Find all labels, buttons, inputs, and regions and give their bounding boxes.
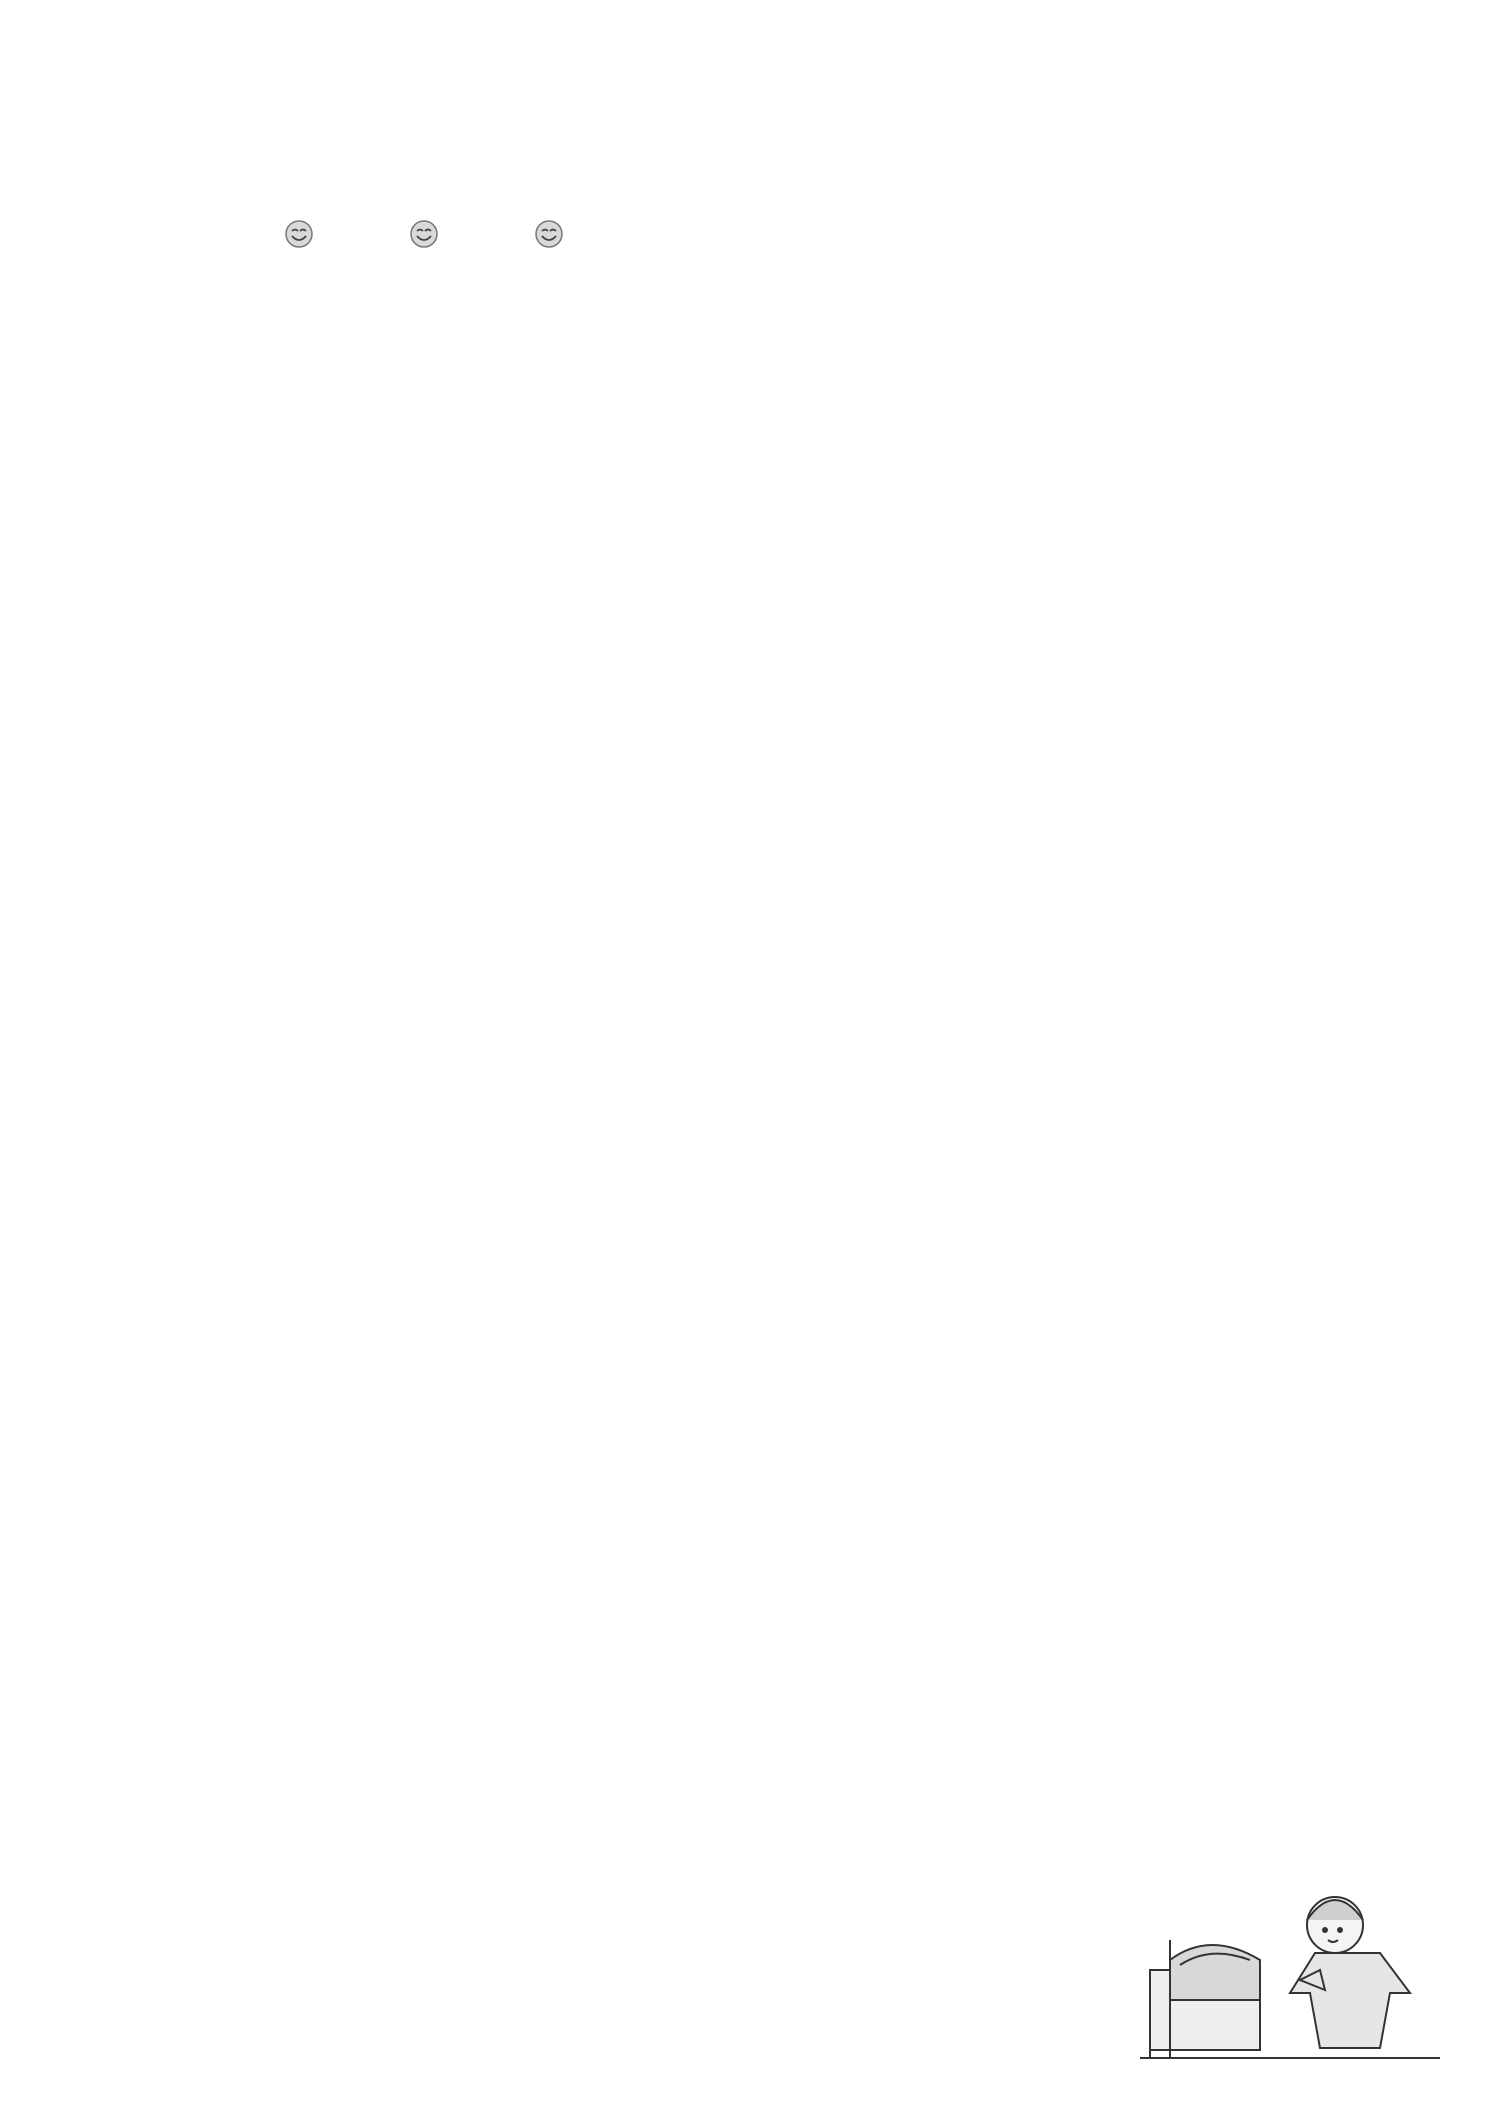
cross-border-right — [1446, 44, 1486, 2060]
cross-border-bottom — [0, 2060, 1488, 2104]
smile-icon — [202, 219, 314, 266]
smile-icon — [327, 219, 439, 266]
article-body — [114, 174, 1374, 265]
paragraph-with-smile-emoji — [114, 219, 1374, 266]
cross-border-top — [0, 0, 1488, 44]
praying-child-illustration — [1140, 1880, 1440, 2060]
cross-border-left — [2, 44, 42, 2060]
smile-icon — [452, 219, 564, 266]
paragraph-with-prayer-emoji — [114, 174, 1374, 219]
